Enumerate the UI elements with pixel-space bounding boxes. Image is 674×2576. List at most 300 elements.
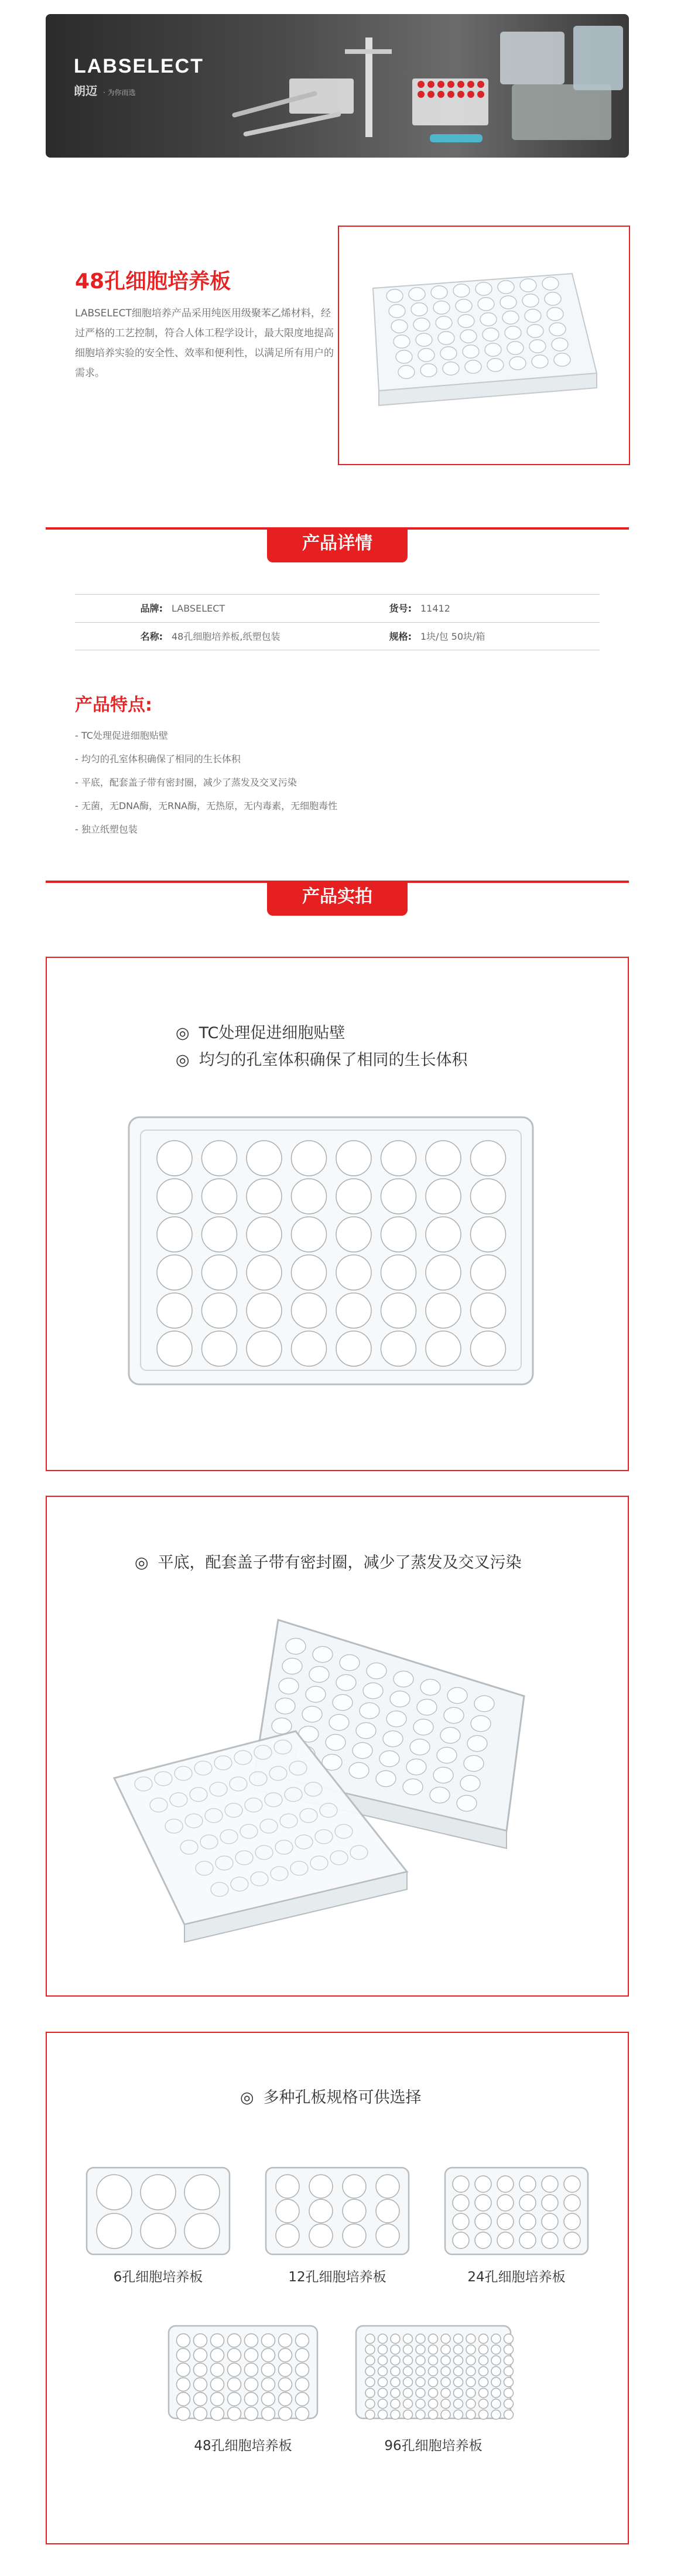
- well: [381, 1141, 416, 1176]
- well: [279, 1678, 299, 1694]
- well: [416, 2399, 425, 2408]
- well: [378, 2356, 388, 2365]
- well: [381, 1179, 416, 1214]
- plate-48-product-image: [339, 227, 629, 464]
- well: [438, 332, 454, 344]
- well: [491, 2345, 501, 2355]
- well: [413, 318, 430, 331]
- well: [403, 2345, 413, 2355]
- features-title: 产品特点:: [75, 695, 152, 715]
- well: [416, 2345, 425, 2355]
- list-item: - 独立纸塑包装: [75, 824, 138, 835]
- well: [475, 282, 492, 295]
- well: [378, 2410, 388, 2420]
- well: [471, 1141, 506, 1176]
- well: [157, 1293, 192, 1328]
- well: [529, 340, 546, 353]
- well: [262, 2334, 275, 2348]
- well: [475, 2232, 491, 2249]
- well: [262, 2349, 275, 2362]
- well: [333, 1694, 353, 1710]
- well: [497, 2213, 514, 2230]
- well: [403, 2389, 413, 2398]
- well: [211, 2378, 224, 2391]
- well: [431, 286, 447, 299]
- well: [228, 2407, 241, 2421]
- well: [177, 2378, 190, 2391]
- well: [479, 2410, 488, 2420]
- top-banner: [46, 14, 629, 158]
- param-key: 规格:: [389, 631, 412, 642]
- feature-bullet: [240, 2084, 422, 2107]
- well: [391, 2367, 400, 2376]
- well: [564, 2195, 580, 2211]
- well: [542, 2232, 558, 2249]
- feature-bullet-text: 均匀的孔室体积确保了相同的生长体积: [199, 1051, 468, 1069]
- well: [228, 2334, 241, 2348]
- well: [456, 299, 472, 312]
- params-row: [75, 594, 600, 622]
- well: [211, 2407, 224, 2421]
- plate-96-label: 96孔细胞培养板: [384, 2438, 483, 2454]
- well: [454, 2399, 463, 2408]
- feature-bullet-text: 多种孔板规格可供选择: [263, 2089, 422, 2107]
- well: [381, 1293, 416, 1328]
- well: [483, 328, 499, 341]
- plate-96-image: [351, 2320, 515, 2425]
- well: [497, 2195, 514, 2211]
- well: [433, 1767, 453, 1783]
- well: [202, 1255, 237, 1290]
- well: [292, 1293, 327, 1328]
- well: [429, 2367, 438, 2376]
- well: [391, 2377, 400, 2387]
- well: [177, 2393, 190, 2406]
- well: [426, 1331, 461, 1366]
- well: [475, 2195, 491, 2211]
- feature-bullet-text: TC处理促进细胞贴壁: [199, 1024, 345, 1042]
- well: [467, 1735, 487, 1751]
- plate-12-image: [261, 2162, 413, 2261]
- well: [429, 2334, 438, 2343]
- well: [247, 1141, 282, 1176]
- well: [184, 2175, 220, 2210]
- well: [454, 2345, 463, 2355]
- well: [403, 2367, 413, 2376]
- well: [141, 2213, 176, 2249]
- well: [436, 316, 452, 329]
- param-key: 品牌:: [140, 603, 163, 614]
- well: [391, 2410, 400, 2420]
- well: [519, 2213, 536, 2230]
- tab-product-details: 产品详情: [267, 527, 408, 562]
- well: [504, 2334, 514, 2343]
- well: [279, 2407, 292, 2421]
- well: [491, 2389, 501, 2398]
- well: [410, 1739, 430, 1755]
- photo-panel-1: [46, 957, 629, 1471]
- params-row: [75, 622, 600, 650]
- well: [378, 2367, 388, 2376]
- well: [202, 1331, 237, 1366]
- well: [343, 2199, 366, 2223]
- well: [292, 1255, 327, 1290]
- well: [491, 2377, 501, 2387]
- well: [504, 2356, 514, 2365]
- plate-with-lid-image: [102, 1596, 583, 1971]
- well: [479, 2389, 488, 2398]
- well: [403, 2377, 413, 2387]
- well: [296, 2393, 309, 2406]
- product-image-frame: [338, 226, 630, 465]
- well: [184, 2213, 220, 2249]
- well: [554, 353, 570, 366]
- well: [416, 2334, 425, 2343]
- well: [475, 2176, 491, 2192]
- well: [279, 2349, 292, 2362]
- well: [296, 2349, 309, 2362]
- well: [389, 305, 405, 318]
- list-item: - 无菌，无DNA酶，无RNA酶，无热原，无内毒素，无细胞毒性: [75, 800, 338, 811]
- list-item: - 均匀的孔室体积确保了相同的生长体积: [75, 753, 241, 765]
- well: [509, 357, 526, 370]
- well: [306, 1686, 326, 1702]
- bullet-ring-icon: ◎: [135, 1554, 149, 1572]
- well: [522, 294, 539, 307]
- well: [326, 1734, 345, 1750]
- well: [463, 345, 479, 358]
- well: [336, 1141, 371, 1176]
- well: [454, 2334, 463, 2343]
- well: [272, 1718, 292, 1734]
- well: [478, 298, 494, 311]
- tab-product-photos: 产品实拍: [267, 881, 408, 916]
- plate-48-top-view-image: [123, 1110, 545, 1397]
- well: [437, 1747, 457, 1763]
- well: [441, 2377, 450, 2387]
- well: [453, 2232, 469, 2249]
- well: [245, 2334, 258, 2348]
- well: [471, 1293, 506, 1328]
- brand-logo-sub: [74, 81, 136, 98]
- well: [505, 326, 521, 339]
- well: [276, 2199, 299, 2223]
- well: [504, 2367, 514, 2376]
- well: [416, 2367, 425, 2376]
- well: [194, 2363, 207, 2377]
- well: [500, 296, 516, 309]
- param-value: LABSELECT: [172, 603, 225, 614]
- well: [474, 1695, 494, 1711]
- plate-24-image: [440, 2162, 593, 2261]
- well: [378, 2389, 388, 2398]
- well: [247, 1217, 282, 1252]
- well: [464, 1755, 484, 1771]
- product-title: 48孔细胞培养板: [75, 269, 231, 294]
- param-value: 1块/包 50块/箱: [420, 631, 485, 642]
- well: [453, 284, 470, 297]
- well: [228, 2393, 241, 2406]
- well: [441, 2367, 450, 2376]
- well: [487, 359, 504, 371]
- well: [403, 2410, 413, 2420]
- well: [245, 2407, 258, 2421]
- well: [194, 2349, 207, 2362]
- well: [262, 2363, 275, 2377]
- well: [429, 2410, 438, 2420]
- well: [262, 2407, 275, 2421]
- well: [416, 2377, 425, 2387]
- well: [441, 2356, 450, 2365]
- well: [309, 2199, 333, 2223]
- well: [491, 2356, 501, 2365]
- param-value: 11412: [420, 603, 450, 614]
- well: [504, 2410, 514, 2420]
- feature-bullet: [176, 1047, 468, 1070]
- well: [480, 313, 497, 326]
- well: [520, 279, 536, 292]
- well: [279, 2363, 292, 2377]
- plate-48-label: 48孔细胞培养板: [194, 2438, 292, 2454]
- well: [378, 2345, 388, 2355]
- well: [177, 2334, 190, 2348]
- well: [479, 2334, 488, 2343]
- well: [471, 1179, 506, 1214]
- bullet-ring-icon: ◎: [176, 1051, 190, 1069]
- well: [365, 2399, 375, 2408]
- well: [504, 2389, 514, 2398]
- well: [228, 2363, 241, 2377]
- well: [542, 2195, 558, 2211]
- well: [443, 362, 459, 375]
- well: [454, 2389, 463, 2398]
- well: [292, 1179, 327, 1214]
- well: [391, 320, 408, 333]
- well: [507, 342, 524, 354]
- bullet-ring-icon: ◎: [176, 1024, 190, 1042]
- well: [391, 2345, 400, 2355]
- well: [247, 1293, 282, 1328]
- well: [466, 2345, 475, 2355]
- well: [466, 2399, 475, 2408]
- well: [376, 2224, 399, 2247]
- well: [157, 1255, 192, 1290]
- well: [454, 2367, 463, 2376]
- well: [302, 1706, 322, 1722]
- well: [245, 2363, 258, 2377]
- well: [430, 1787, 450, 1803]
- well: [376, 2199, 399, 2223]
- product-params-table: [75, 594, 600, 650]
- well: [363, 1683, 383, 1698]
- well: [336, 1293, 371, 1328]
- well: [157, 1331, 192, 1366]
- well: [519, 2232, 536, 2249]
- well: [211, 2349, 224, 2362]
- well: [245, 2349, 258, 2362]
- well: [365, 2334, 375, 2343]
- well: [276, 2224, 299, 2247]
- well: [157, 1217, 192, 1252]
- well: [276, 2175, 299, 2198]
- well: [245, 2393, 258, 2406]
- well: [378, 2377, 388, 2387]
- well: [329, 1714, 349, 1730]
- well: [441, 2410, 450, 2420]
- well: [398, 366, 415, 378]
- well: [547, 308, 563, 320]
- well: [336, 1217, 371, 1252]
- well: [416, 2410, 425, 2420]
- well: [194, 2393, 207, 2406]
- well: [202, 1217, 237, 1252]
- plate-12-label: 12孔细胞培养板: [288, 2270, 386, 2285]
- well: [460, 330, 477, 343]
- well: [471, 1715, 491, 1731]
- well: [420, 364, 437, 377]
- well: [349, 1762, 369, 1778]
- well: [262, 2378, 275, 2391]
- well: [378, 2334, 388, 2343]
- well: [381, 1217, 416, 1252]
- well: [157, 1179, 192, 1214]
- well: [491, 2410, 501, 2420]
- well: [532, 355, 548, 368]
- well: [429, 2377, 438, 2387]
- well: [376, 1770, 396, 1786]
- well: [416, 333, 432, 346]
- well: [403, 1779, 423, 1794]
- well: [396, 350, 412, 363]
- well: [275, 1698, 295, 1714]
- well: [157, 1141, 192, 1176]
- well: [429, 2345, 438, 2355]
- well: [497, 2232, 514, 2249]
- well: [426, 1141, 461, 1176]
- well: [466, 2367, 475, 2376]
- well: [403, 2334, 413, 2343]
- well: [440, 1727, 460, 1743]
- well: [564, 2232, 580, 2249]
- well: [378, 2399, 388, 2408]
- well: [429, 2356, 438, 2365]
- well: [479, 2399, 488, 2408]
- well: [504, 2345, 514, 2355]
- well: [485, 343, 501, 356]
- well: [279, 2393, 292, 2406]
- plate-48-image: [164, 2320, 322, 2425]
- well: [433, 301, 450, 314]
- well: [177, 2349, 190, 2362]
- banner-lab-products-image: [219, 14, 629, 158]
- well: [394, 335, 410, 348]
- well: [391, 2356, 400, 2365]
- well: [343, 2224, 366, 2247]
- well: [247, 1255, 282, 1290]
- well: [429, 2399, 438, 2408]
- well: [466, 2389, 475, 2398]
- well: [340, 1654, 360, 1670]
- well: [296, 2378, 309, 2391]
- well: [420, 1679, 440, 1695]
- well: [177, 2407, 190, 2421]
- list-item: - 平底，配套盖子带有密封圈，减少了蒸发及交叉污染: [75, 777, 297, 788]
- well: [413, 1719, 433, 1735]
- well: [386, 289, 403, 302]
- well: [457, 1795, 477, 1811]
- feature-bullet: [135, 1550, 522, 1572]
- well: [211, 2393, 224, 2406]
- well: [292, 1141, 327, 1176]
- well: [336, 1674, 356, 1690]
- photo-panel-3: [46, 2032, 629, 2544]
- well: [444, 1707, 464, 1723]
- well: [549, 323, 566, 336]
- well: [386, 1711, 406, 1727]
- well: [353, 1742, 372, 1758]
- param-key: 名称:: [140, 631, 163, 642]
- param-key: 货号:: [389, 603, 412, 614]
- well: [440, 347, 457, 360]
- well: [458, 315, 474, 327]
- well: [356, 1722, 376, 1738]
- well: [564, 2176, 580, 2192]
- well: [417, 1699, 437, 1715]
- brand-slogan: · 为你而选: [103, 88, 136, 97]
- well: [365, 2345, 375, 2355]
- well: [97, 2175, 132, 2210]
- well: [383, 1731, 403, 1746]
- well: [365, 2367, 375, 2376]
- well: [479, 2356, 488, 2365]
- well: [403, 2399, 413, 2408]
- well: [211, 2363, 224, 2377]
- well: [542, 2213, 558, 2230]
- feature-bullet-text: 平底，配套盖子带有密封圈，减少了蒸发及交叉污染: [158, 1554, 522, 1572]
- well: [394, 1671, 413, 1687]
- well: [194, 2334, 207, 2348]
- well: [194, 2378, 207, 2391]
- well: [282, 1658, 302, 1674]
- plate-6-label: 6孔细胞培养板: [113, 2270, 203, 2285]
- well: [441, 2334, 450, 2343]
- well: [411, 303, 427, 316]
- brand-logo: LABSELECT: [74, 55, 204, 77]
- well: [475, 2213, 491, 2230]
- photo-panel-2: [46, 1496, 629, 1997]
- well: [466, 2377, 475, 2387]
- features-list: [75, 724, 337, 841]
- well: [296, 2334, 309, 2348]
- well: [391, 2334, 400, 2343]
- well: [365, 2377, 375, 2387]
- well: [141, 2175, 176, 2210]
- well: [409, 288, 425, 301]
- well: [336, 1255, 371, 1290]
- well: [466, 2334, 475, 2343]
- well: [406, 1759, 426, 1775]
- well: [453, 2195, 469, 2211]
- bullet-ring-icon: ◎: [240, 2089, 254, 2107]
- well: [426, 1293, 461, 1328]
- well: [504, 2377, 514, 2387]
- well: [479, 2377, 488, 2387]
- well: [527, 325, 543, 337]
- well: [279, 2378, 292, 2391]
- well: [247, 1179, 282, 1214]
- brand-logo-cn: 朗迈: [74, 84, 97, 98]
- well: [202, 1293, 237, 1328]
